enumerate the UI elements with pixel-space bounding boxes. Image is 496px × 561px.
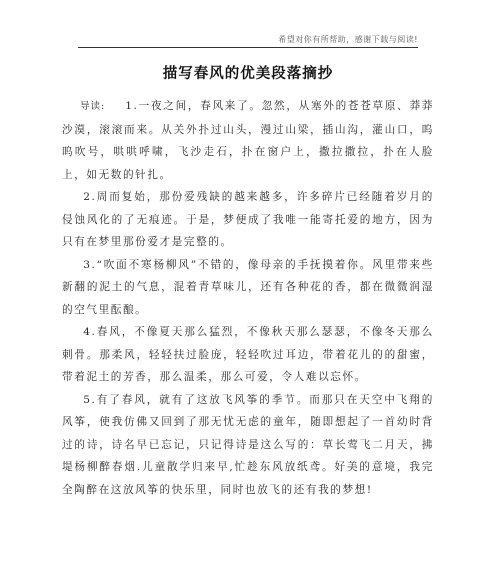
paragraph-2: 2.周而复始，那份爱残缺的越来越多，许多碎片已经随着岁月的侵蚀风化的了无痕迹。于是，梦便成了我唯一能寄托爱的地方，因为只有在梦里那份爱才是完整的。 (62, 191, 434, 248)
header-divider (78, 47, 418, 48)
paragraph-4: 4.春风，不像夏天那么猛烈，不像秋天那么瑟瑟，不像冬天那么刺骨。那柔风，轻轻扶过脸庞，轻轻吹过耳边，带着花儿的的甜蜜，带着泥土的芳香，那么温柔，那么可爱，令人难以忘怀。 (62, 326, 434, 383)
lead-label: 导读: (80, 101, 106, 112)
header-note: 希望对你有所帮助，感谢下载与阅读! (278, 35, 418, 44)
paragraph-3: 3.“吹面不寒杨柳风”不错的，像母亲的手抚摸着你。风里带来些新翻的泥土的气息，混着青草味儿，还有各种花的香，都在微微润湿的空气里酝酿。 (62, 258, 434, 316)
paragraph-5: 5.有了春风，就有了这放飞风筝的季节。而那只在天空中飞翔的风筝，使我仿佛又回到了那无忧无虑的童年，随即想起了一首幼时背过的诗，诗名早已忘记，只记得诗是这么写的：草长莺飞二月天，拂堤杨柳醉春烟.儿童散学归来早,忙趁东风放纸鸢。好美的意境，我完全陶醉在这放风筝的快乐里，同时也放飞的还有我的梦想! (62, 393, 434, 496)
paragraph-1 (62, 95, 434, 186)
paragraph-1-text: 1.一夜之间，春风来了。忽然，从塞外的苍苍草原、莽莽沙漠，滚滚而来。从关外扑过山头，漫过山梁，插山沟，灌山口，呜呜吹号，哄哄呼啸，飞沙走石，扑在窗户上，撒拉撒拉，扑在人脸上，如无数的针扎。 (62, 100, 434, 181)
document-title: 描写春风的优美段落摘抄 (162, 66, 334, 82)
document-body (62, 95, 434, 501)
